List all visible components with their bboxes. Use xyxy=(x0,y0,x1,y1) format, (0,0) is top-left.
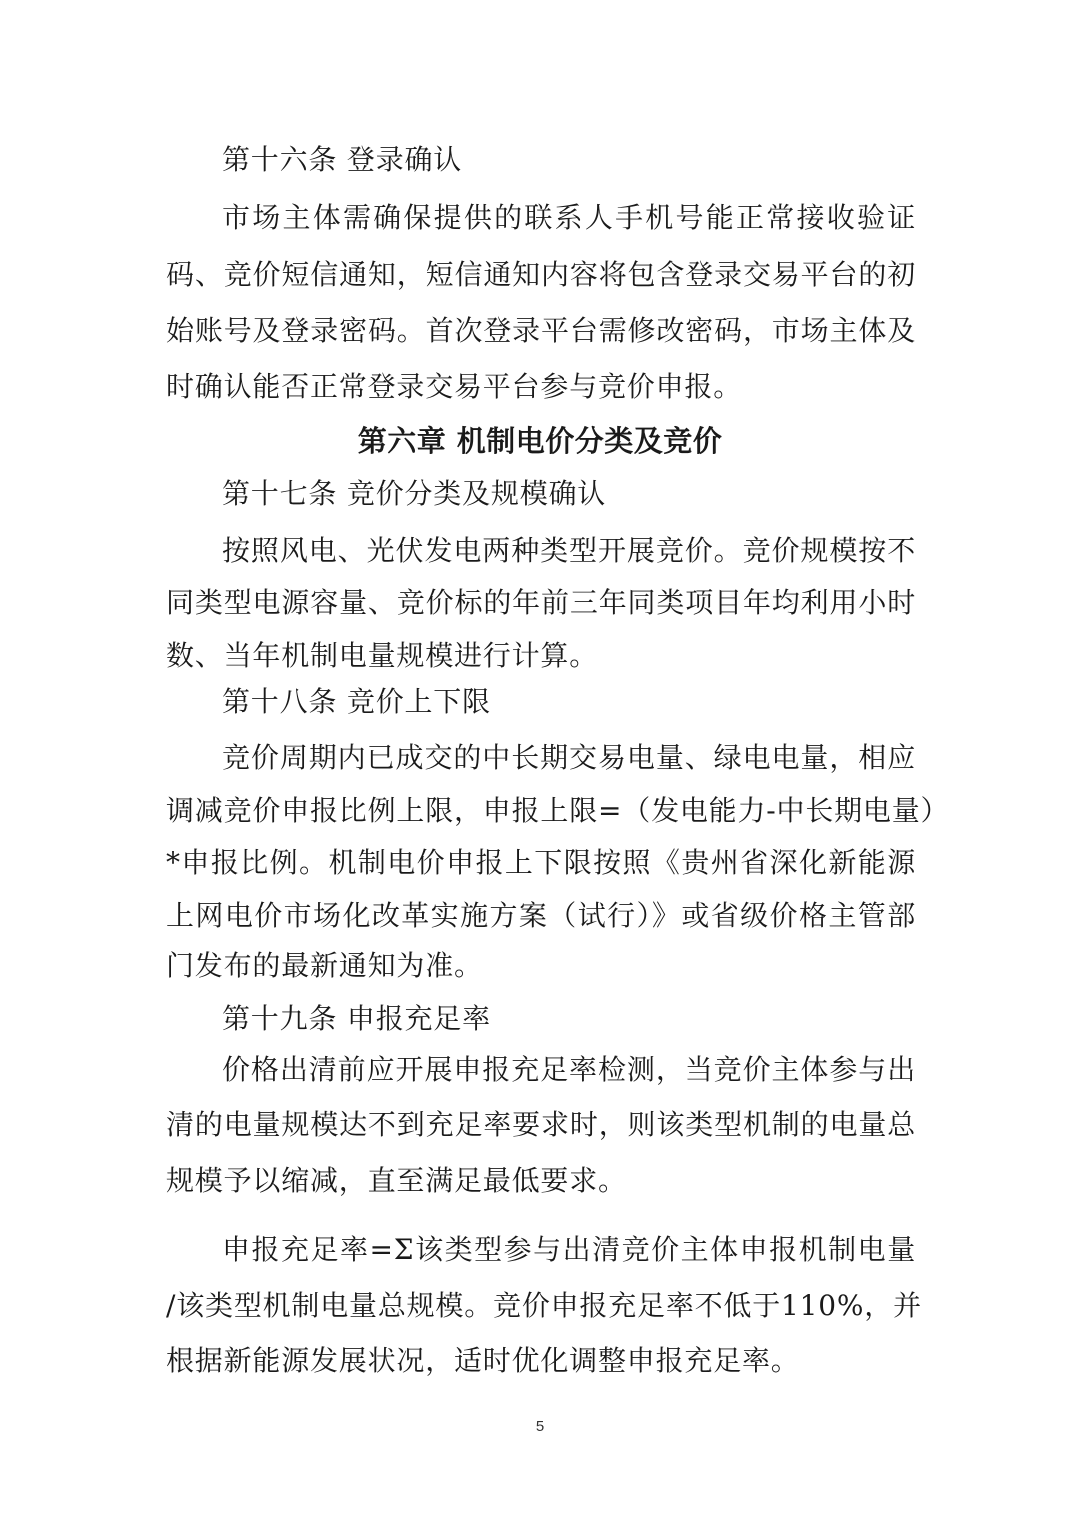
article-16-title: 第十六条 登录确认 xyxy=(222,143,463,176)
article-18-paragraph-line: 竞价周期内已成交的中长期交易电量、绿电电量，相应 xyxy=(222,741,916,774)
article-19-title: 第十九条 申报充足率 xyxy=(222,1002,491,1035)
article-16-paragraph-line: 时确认能否正常登录交易平台参与竞价申报。 xyxy=(166,370,743,403)
article-18-title: 第十八条 竞价上下限 xyxy=(222,685,491,718)
article-18-paragraph-line: 上网电价市场化改革实施方案（试行）》或省级价格主管部 xyxy=(166,899,916,932)
article-19-formula-line: 申报充足率=Σ该类型参与出清竞价主体申报机制电量 xyxy=(222,1233,916,1266)
article-17-paragraph-line: 数、当年机制电量规模进行计算。 xyxy=(166,639,599,672)
article-19-paragraph-line: 价格出清前应开展申报充足率检测，当竞价主体参与出 xyxy=(222,1053,916,1086)
article-16-paragraph-line: 市场主体需确保提供的联系人手机号能正常接收验证 xyxy=(222,201,916,234)
article-19-paragraph-line: 规模予以缩减，直至满足最低要求。 xyxy=(166,1164,627,1197)
article-18-paragraph-line: 门发布的最新通知为准。 xyxy=(166,949,483,982)
article-19-formula-line: 根据新能源发展状况，适时优化调整申报充足率。 xyxy=(166,1344,800,1377)
article-19-formula-line: /该类型机制电量总规模。竞价申报充足率不低于110%，并 xyxy=(166,1289,922,1322)
article-17-paragraph-line: 按照风电、光伏发电两种类型开展竞价。竞价规模按不 xyxy=(222,534,916,567)
chapter-6-heading: 第六章 机制电价分类及竞价 xyxy=(357,424,723,458)
page-number: 5 xyxy=(535,1418,545,1435)
article-16-paragraph-line: 始账号及登录密码。首次登录平台需修改密码，市场主体及 xyxy=(166,314,916,347)
article-18-paragraph-line: 调减竞价申报比例上限，申报上限=（发电能力-中长期电量） xyxy=(166,794,950,827)
article-17-title: 第十七条 竞价分类及规模确认 xyxy=(222,477,607,510)
article-17-paragraph-line: 同类型电源容量、竞价标的年前三年同类项目年均利用小时 xyxy=(166,586,916,619)
article-19-paragraph-line: 清的电量规模达不到充足率要求时，则该类型机制的电量总 xyxy=(166,1108,916,1141)
article-16-paragraph-line: 码、竞价短信通知，短信通知内容将包含登录交易平台的初 xyxy=(166,258,916,291)
article-18-paragraph-line: *申报比例。机制电价申报上下限按照《贵州省深化新能源 xyxy=(166,846,916,879)
